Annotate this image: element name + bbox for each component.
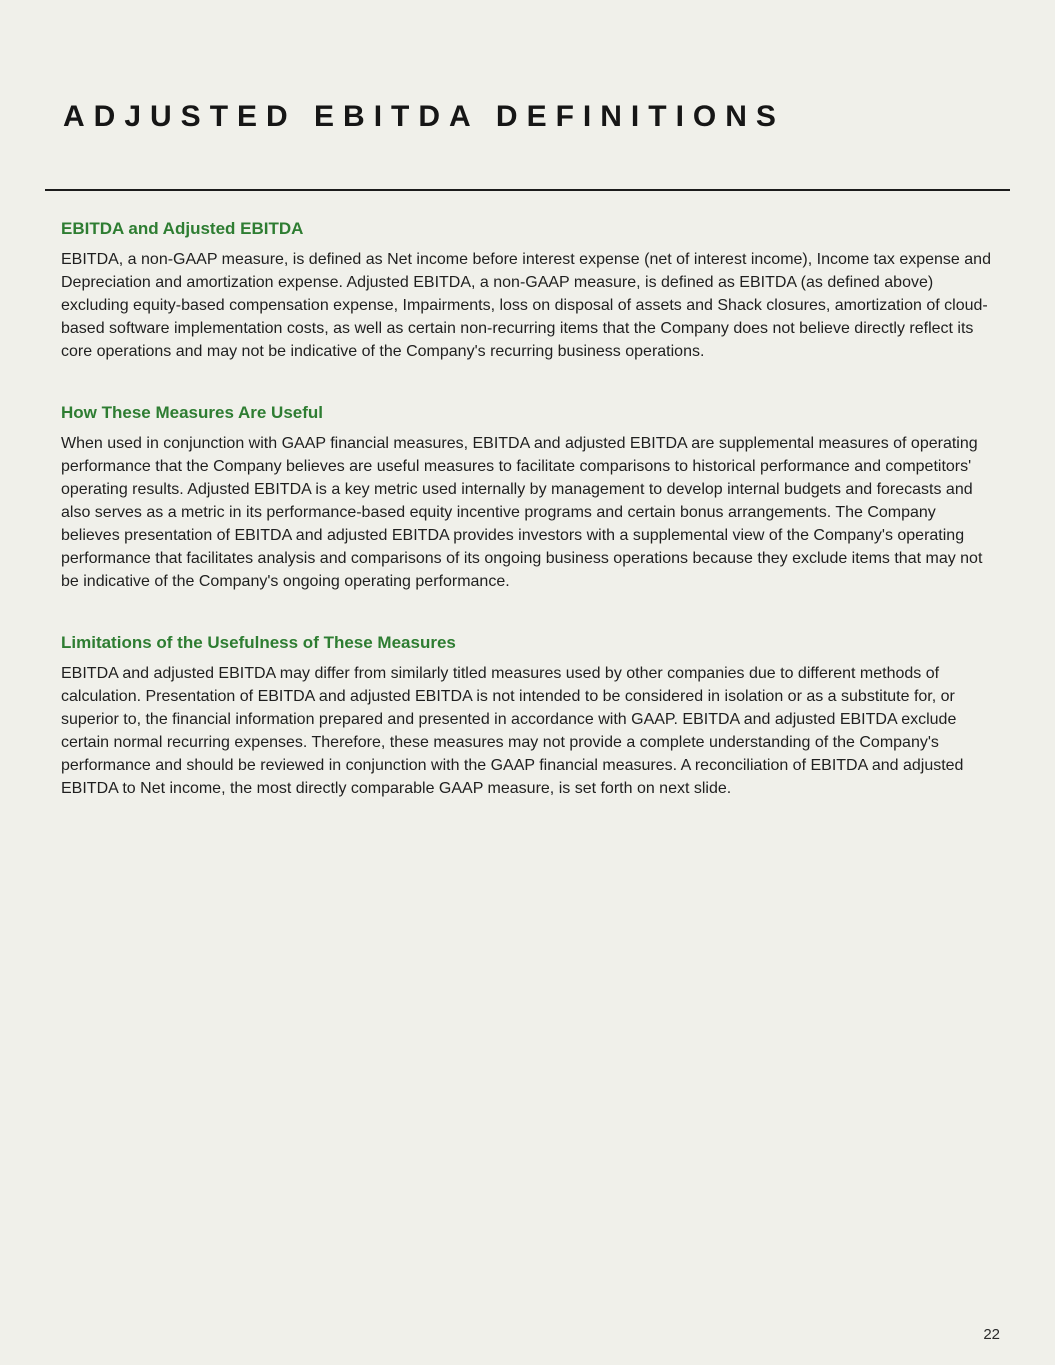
content-area <box>61 218 997 839</box>
section-measures-useful <box>61 402 997 593</box>
section-body-text: EBITDA and adjusted EBITDA may differ from similarly titled measures used by other companies due to different methods of calculation. Presentation of EBITDA and adjusted EBITDA is not intended to be considered in isolation or as a substitute for, or superior to, the financial information prepared and presented in accordance with GAAP. EBITDA and adjusted EBITDA exclude certain normal recurring expenses. Therefore, these measures may not provide a complete understanding of the Company's performance and should be reviewed in conjunction with the GAAP financial measures. A reconciliation of EBITDA and adjusted EBITDA to Net income, the most directly comparable GAAP measure, is set forth on next slide. <box>61 665 964 797</box>
page-title: ADJUSTED EBITDA DEFINITIONS <box>63 100 785 134</box>
section-limitations <box>61 632 997 800</box>
section-heading: How These Measures Are Useful <box>61 403 324 422</box>
section-heading: Limitations of the Usefulness of These Measures <box>61 633 456 652</box>
page-number: 22 <box>983 1326 1000 1343</box>
section-body-text: When used in conjunction with GAAP financial measures, EBITDA and adjusted EBITDA are supplemental measures of operating performance that the Company believes are useful measures to facilitate comparisons to historical performance and competitors' operating results. Adjusted EBITDA is a key metric used internally by management to develop internal budgets and forecasts and also serves as a metric in its performance-based equity incentive programs and certain bonus arrangements. The Company believes presentation of EBITDA and adjusted EBITDA provides investors with a supplemental view of the Company's operating performance that facilitates analysis and comparisons of its ongoing business operations because they exclude items that may not be indicative of the Company's ongoing operating performance. <box>61 435 983 590</box>
title-divider-line <box>45 189 1010 191</box>
section-heading: EBITDA and Adjusted EBITDA <box>61 219 304 238</box>
section-ebitda-definition <box>61 218 997 363</box>
section-body-text: EBITDA, a non-GAAP measure, is defined as Net income before interest expense (net of interest income), Income tax expense and Depreciation and amortization expense. Adjusted EBITDA, a non-GAAP measure, is defined as EBITDA (as defined above) excluding equity-based compensation expense, Impairments, loss on disposal of assets and Shack closures, amortization of cloud-based software implementation costs, as well as certain non-recurring items that the Company does not believe directly reflect its core operations and may not be indicative of the Company's recurring business operations. <box>61 251 991 360</box>
